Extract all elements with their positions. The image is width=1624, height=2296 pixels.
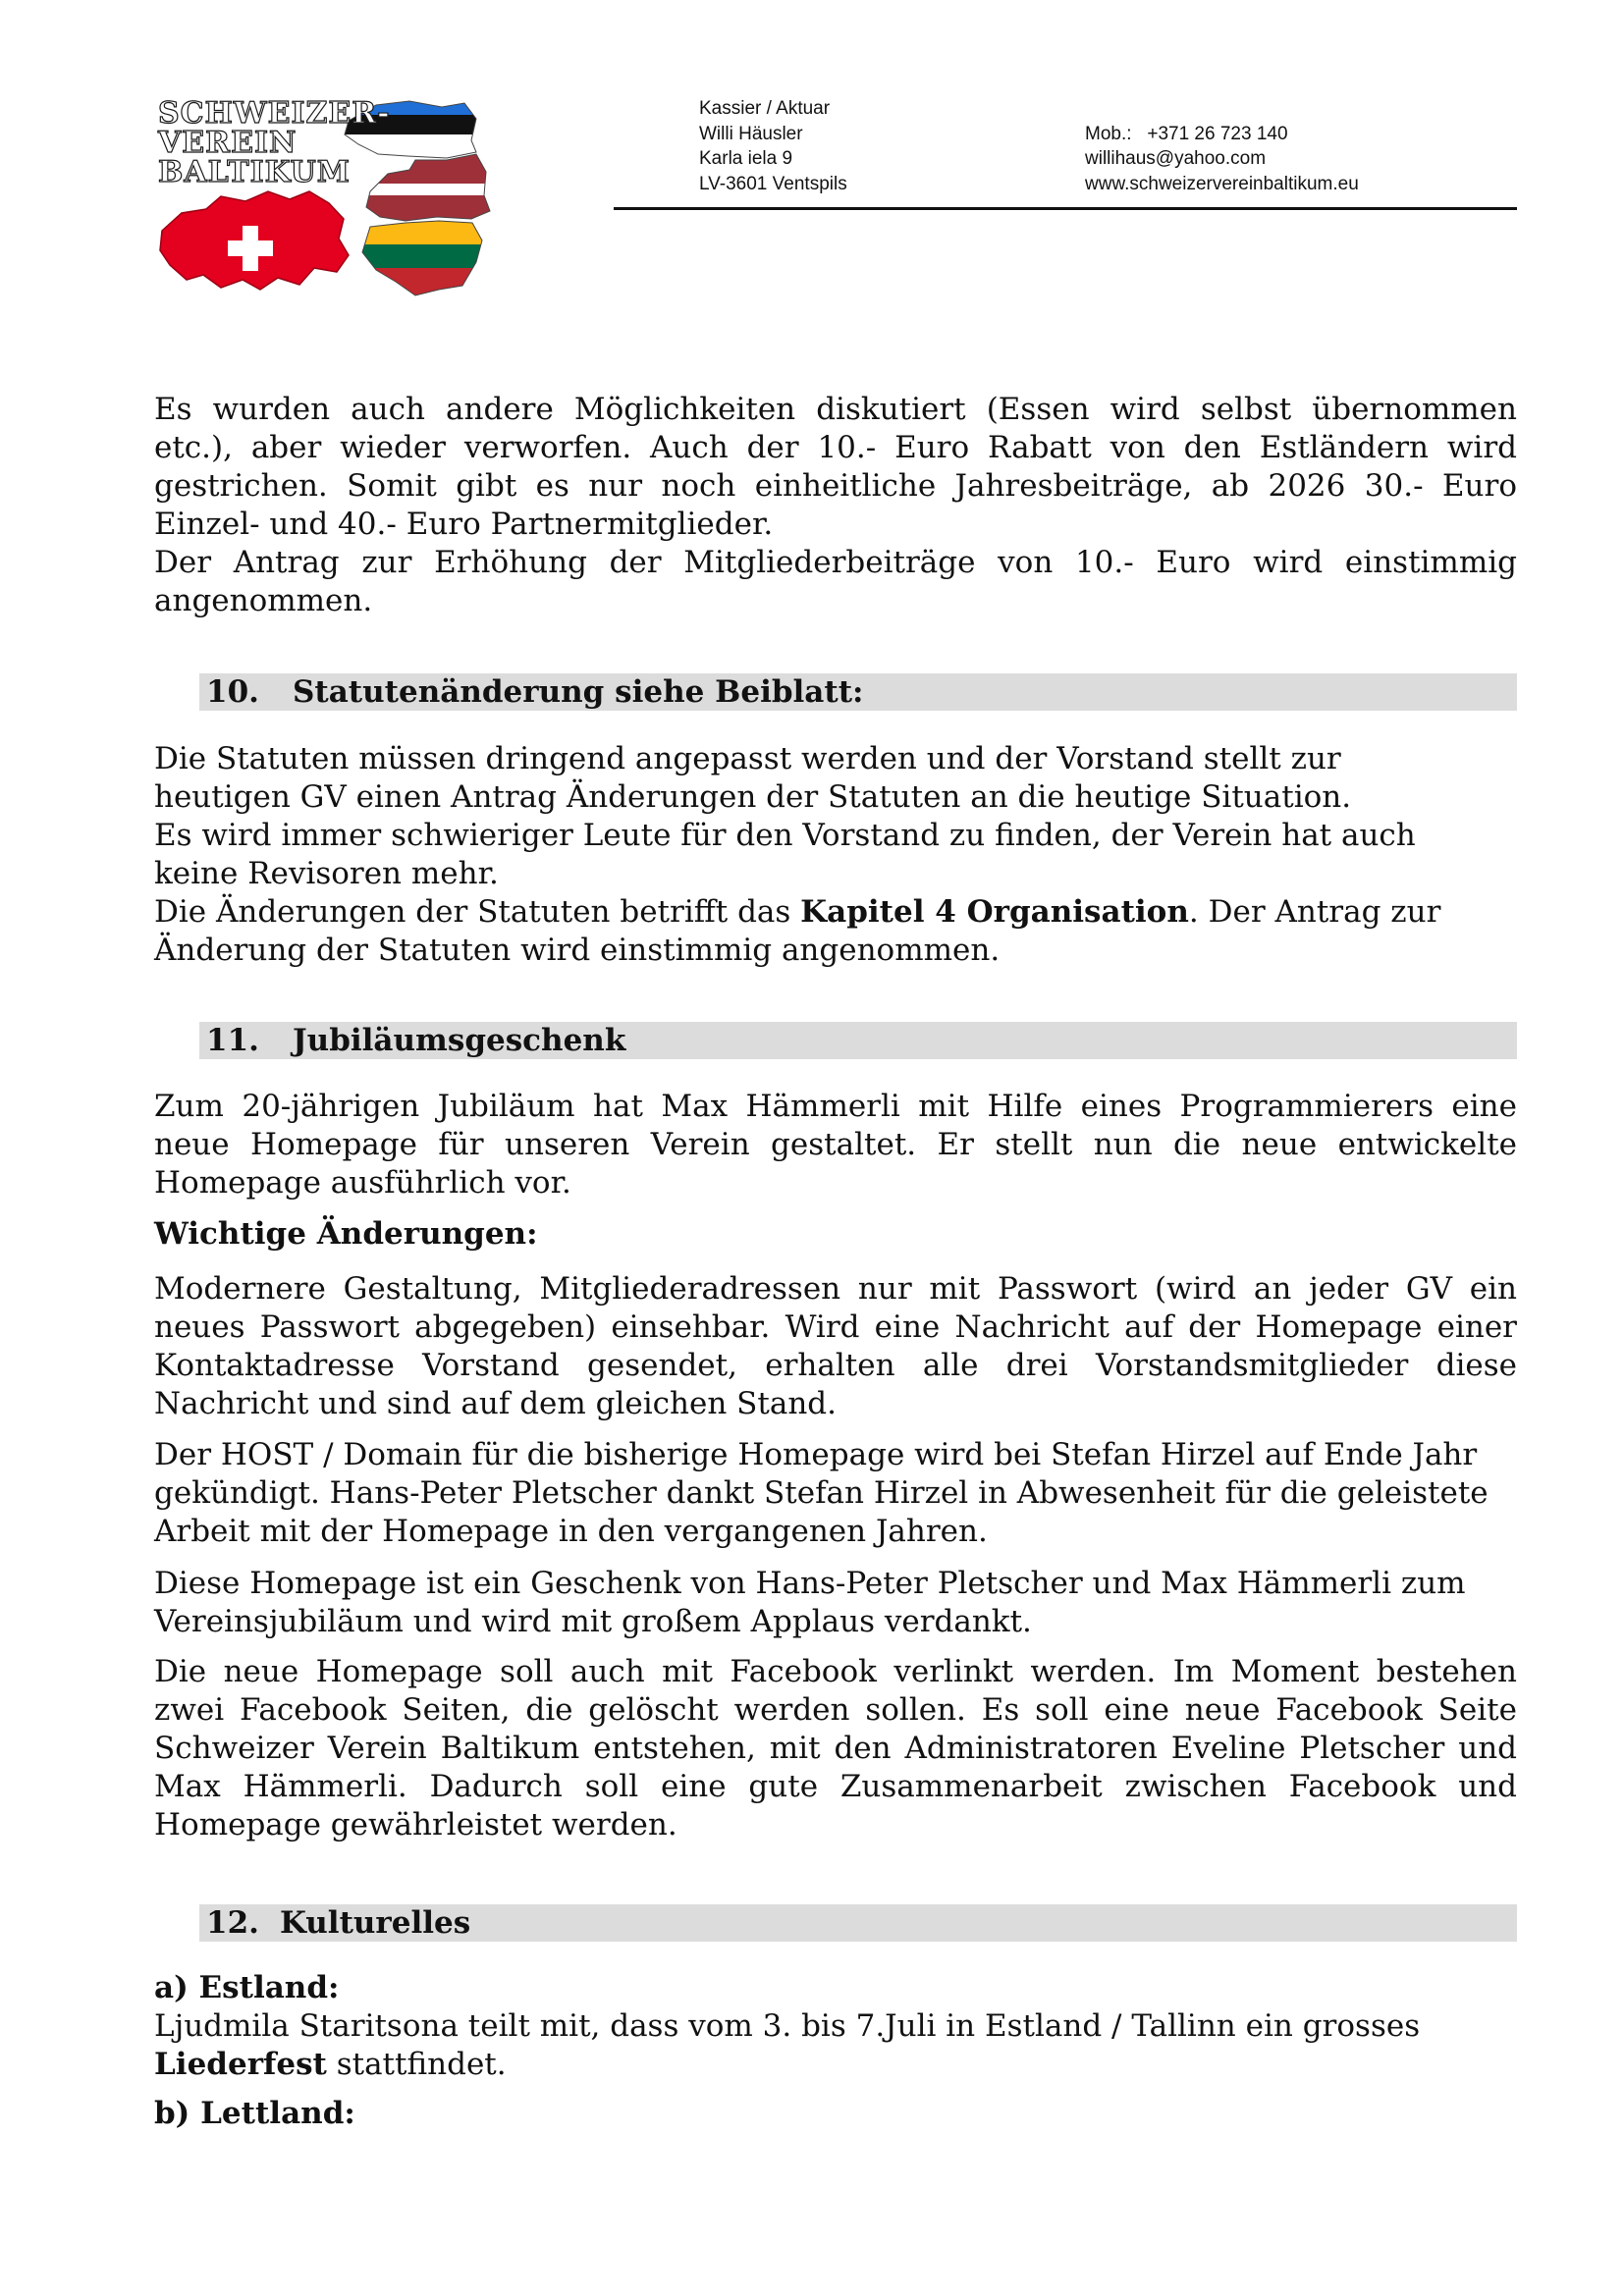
section-10-heading	[199, 673, 1517, 711]
text-line: Homepage ausführlich vor.	[154, 1165, 571, 1201]
subheading-lettland: b) Lettland:	[154, 2096, 355, 2131]
intro-paragraph	[154, 391, 1517, 620]
section-11-heading	[199, 1022, 1517, 1059]
text-line: gestrichen. Somit gibt es nur noch einheitliche Jahresbeiträge, ab 2026 30.- Euro	[154, 468, 1517, 504]
text-line: Modernere Gestaltung, Mitgliederadressen nur mit Passwort (wird an jeder GV ein	[154, 1271, 1517, 1307]
section-10-paragraph	[154, 740, 1517, 970]
contact-role: Kassier / Aktuar	[699, 98, 831, 119]
section-12-estland-paragraph	[154, 2007, 1517, 2084]
section-12-heading	[199, 1904, 1517, 1942]
logo-text-line1: SCHWEIZER-	[158, 96, 391, 131]
contact-block	[614, 96, 1517, 206]
section-number: 10.	[206, 674, 259, 710]
text-line: Homepage gewährleistet werden.	[154, 1807, 677, 1842]
text-line: Der Antrag zur Erhöhung der Mitgliederbeiträge von 10.- Euro wird einstimmig	[154, 545, 1517, 580]
text-line: Schweizer Verein Baltikum entstehen, mit den Administratoren Eveline Pletscher und	[154, 1731, 1517, 1766]
latvia-map-shape	[358, 152, 496, 225]
logo-graphic	[152, 93, 506, 309]
contact-street: Karla iela 9	[699, 148, 793, 169]
contact-email[interactable]: willihaus@yahoo.com	[1085, 148, 1267, 169]
text-line: angenommen.	[154, 583, 373, 618]
contact-phone: Mob.: +371 26 723 140	[1085, 123, 1288, 144]
text-line	[154, 893, 1517, 932]
text-line: Arbeit mit der Homepage in den vergangenen Jahren.	[154, 1514, 988, 1549]
section-11-paragraph-4	[154, 1565, 1517, 1641]
club-logo	[152, 93, 506, 309]
logo-text-line3: BALTIKUM	[158, 155, 352, 189]
text-line: Der HOST / Domain für die bisherige Homepage wird bei Stefan Hirzel auf Ende Jahr	[154, 1437, 1478, 1472]
subheading-important-changes: Wichtige Änderungen:	[154, 1216, 538, 1252]
logo-text-line2: VEREIN	[158, 126, 298, 160]
text-line: heutigen GV einen Antrag Änderungen der Statuten an die heutige Situation.	[154, 779, 1352, 815]
text-line: neue Homepage für unseren Verein gestaltet. Er stellt nun die neue entwickelte	[154, 1127, 1517, 1162]
text-line: neues Passwort abgegeben) einsehbar. Wird eine Nachricht auf der Homepage einer	[154, 1309, 1517, 1345]
text-line: keine Revisoren mehr.	[154, 856, 499, 891]
text-line: Änderung der Statuten wird einstimmig angenommen.	[154, 933, 1001, 968]
header-divider	[614, 207, 1517, 210]
contact-address	[699, 96, 847, 196]
text-line: Einzel- und 40.- Euro Partnermitglieder.	[154, 507, 774, 542]
text-line: Diese Homepage ist ein Geschenk von Hans-Peter Pletscher und Max Hämmerli zum	[154, 1566, 1466, 1601]
text-line	[154, 2046, 1517, 2084]
text-run: Die Änderungen der Statuten betrifft das	[154, 894, 801, 930]
text-line: Nachricht und sind auf dem gleichen Stand.	[154, 1386, 837, 1421]
section-11-paragraph-3	[154, 1436, 1517, 1551]
contact-website[interactable]: www.schweizervereinbaltikum.eu	[1085, 173, 1359, 194]
section-title: Jubiläumsgeschenk	[293, 1023, 626, 1058]
text-line: Vereinsjubiläum und wird mit großem Applaus verdankt.	[154, 1604, 1032, 1639]
swiss-cross-horizontal	[228, 240, 273, 256]
text-line: gekündigt. Hans-Peter Pletscher dankt Stefan Hirzel in Abwesenheit für die geleistete	[154, 1475, 1489, 1511]
text-line: Die neue Homepage soll auch mit Facebook verlinkt werden. Im Moment bestehen	[154, 1654, 1517, 1689]
bold-text: Kapitel 4 Organisation	[800, 894, 1189, 930]
text-line: Es wird immer schwieriger Leute für den Vorstand zu finden, der Verein hat auch	[154, 818, 1416, 853]
text-line: zwei Facebook Seiten, die gelöscht werden sollen. Es soll eine neue Facebook Seite	[154, 1692, 1517, 1728]
text-line: Die Statuten müssen dringend angepasst werden und der Vorstand stellt zur	[154, 741, 1341, 776]
text-line: Zum 20-jährigen Jubiläum hat Max Hämmerli mit Hilfe eines Programmierers eine	[154, 1089, 1517, 1124]
text-line: Kontaktadresse Vorstand gesendet, erhalten alle drei Vorstandsmitglieder diese	[154, 1348, 1517, 1383]
text-line: Es wurden auch andere Möglichkeiten diskutiert (Essen wird selbst übernommen	[154, 392, 1517, 427]
contact-details	[1085, 122, 1359, 197]
section-11-paragraph-5	[154, 1653, 1517, 1844]
contact-name: Willi Häusler	[699, 123, 803, 144]
section-11-paragraph-1	[154, 1088, 1517, 1202]
lithuania-map-shape	[353, 219, 491, 299]
text-run: stattfindet.	[326, 2047, 507, 2082]
subheading-estland: a) Estland:	[154, 1970, 340, 2005]
section-title: Kulturelles	[280, 1905, 471, 1941]
section-number: 11.	[206, 1023, 259, 1058]
text-line: Ljudmila Staritsona teilt mit, dass vom 3. bis 7.Juli in Estland / Tallinn ein grosses	[154, 2008, 1421, 2044]
section-11-paragraph-2	[154, 1270, 1517, 1423]
section-number: 12.	[206, 1905, 259, 1941]
section-title: Statutenänderung siehe Beiblatt:	[293, 674, 864, 710]
text-line: etc.), aber wieder verworfen. Auch der 10.- Euro Rabatt von den Estländern wird	[154, 430, 1517, 465]
text-line: Max Hämmerli. Dadurch soll eine gute Zusammenarbeit zwischen Facebook und	[154, 1769, 1517, 1804]
bold-text: Liederfest	[154, 2047, 327, 2082]
contact-city: LV-3601 Ventspils	[699, 173, 847, 194]
text-run: . Der Antrag zur	[1188, 894, 1441, 930]
